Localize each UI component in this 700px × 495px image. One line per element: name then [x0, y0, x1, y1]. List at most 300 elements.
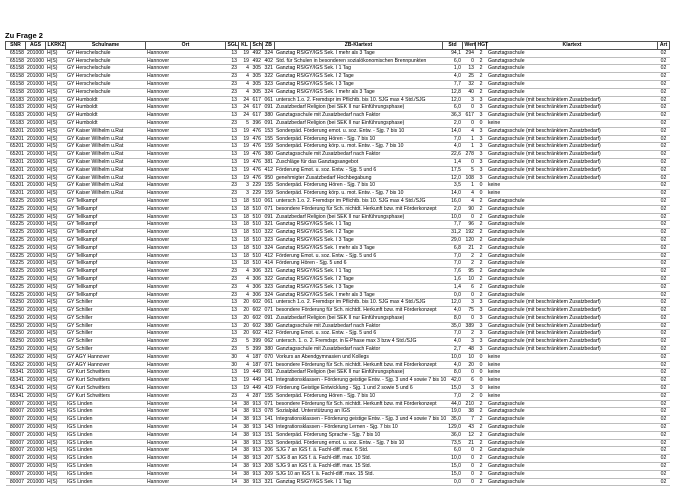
table-cell: 2 [476, 431, 487, 439]
table-cell: H(S) [46, 119, 66, 127]
table-cell: 23 [226, 88, 239, 96]
table-cell: 2 [463, 260, 476, 268]
table-cell: 19 [239, 166, 251, 174]
table-cell: 19 [239, 57, 251, 65]
table-cell: 13 [226, 221, 239, 229]
table-cell: 3 [476, 104, 487, 112]
table-cell: 38 [239, 400, 251, 408]
table-cell: 02 [658, 307, 670, 315]
table-cell: Hannover [146, 229, 226, 237]
table-cell: Ganztagsschule mit Zusatzbedarf nach Faktor [275, 112, 443, 120]
table-cell: keine [487, 392, 658, 400]
table-cell: 14,0 [443, 190, 463, 198]
table-cell: Ganztagsschule [487, 260, 658, 268]
table-cell: 201000 [27, 49, 44, 56]
table-cell: 02 [658, 112, 670, 120]
table-cell: 4 [463, 127, 476, 135]
table-cell: 201000 [27, 174, 44, 181]
table-cell: Hannover [146, 330, 226, 338]
column-header: Ort [146, 42, 226, 50]
table-cell: 091 [264, 369, 273, 376]
table-cell: IGS Linden [66, 424, 146, 432]
table-cell: H(S) [46, 57, 66, 65]
table-cell: 80007 [6, 447, 26, 455]
table-cell: Ganztagsschule (mit beschränktem Zusatzbedarf) [487, 307, 658, 315]
table-cell: 65225 [6, 244, 26, 252]
table-cell: 061 [264, 197, 273, 204]
table-cell: 02 [658, 190, 670, 198]
table-cell: 19 [239, 151, 251, 159]
table-cell: Ganztag RS/GY/IGS Sek. I 2 Tage [275, 73, 443, 81]
table-cell: Ganztagsschule [487, 244, 658, 252]
table-cell: 0 [463, 104, 476, 112]
table-row [6, 424, 670, 432]
table-cell: H(S) [46, 377, 66, 385]
table-row [6, 478, 670, 486]
table-cell: GY Kaiser Wilhelm u.Rat [66, 135, 146, 143]
table-cell: GY Schiller [66, 314, 146, 322]
table-cell: Förderung Emot. u. soz. Entw. - Sjg. 5 und 6 [275, 330, 443, 338]
table-cell: 75 [463, 307, 476, 315]
table-cell: 8,0 [443, 369, 463, 377]
table-cell: 02 [658, 275, 670, 283]
table-cell: 02 [658, 174, 670, 182]
table-cell: 80007 [6, 463, 26, 471]
table-cell: 510 [252, 260, 261, 267]
table-cell: 02 [658, 299, 670, 307]
table-cell: 43 [463, 424, 476, 432]
table-cell: GY Kaiser Wilhelm u.Rat [66, 182, 146, 190]
table-cell: 201000 [27, 268, 44, 275]
table-cell: 2 [476, 424, 487, 432]
column-header: Art [658, 42, 670, 50]
table-cell: Förderung Hören - Sjg. 5 und 6 [275, 260, 443, 268]
table-cell: IGS Linden [66, 447, 146, 455]
table-cell: 476 [252, 151, 261, 158]
table-cell: 02 [658, 213, 670, 221]
table-cell: 80007 [6, 416, 26, 424]
table-cell: 4 [239, 283, 251, 291]
table-cell: keine [487, 369, 658, 377]
table-cell: Sonderpäd. Förderung Hören - Sjg. 7 bis 10 [275, 392, 443, 400]
table-cell: 913 [252, 416, 261, 423]
table-cell: 23 [226, 291, 239, 299]
table-cell: 2 [476, 260, 487, 268]
table-cell: 492 [252, 49, 261, 56]
table-cell: GY Kaiser Wilhelm u.Rat [66, 143, 146, 151]
table-cell: 02 [658, 338, 670, 346]
table-cell: 23 [226, 346, 239, 354]
table-cell: 02 [658, 369, 670, 377]
table-cell: 201000 [27, 361, 44, 368]
table-cell: 02 [658, 57, 670, 65]
table-cell: 18 [239, 213, 251, 221]
table-cell: 02 [658, 80, 670, 88]
table-cell: Ganztagsschule [487, 463, 658, 471]
table-cell: Ganztagsschule [487, 221, 658, 229]
table-cell: Sonderpäd. Förderung körp. u. mot. Entw. - Sjg. 7 bis 10 [275, 190, 443, 198]
table-cell: H(S) [46, 447, 66, 455]
table-cell: 2 [476, 73, 487, 81]
table-cell: IGS Linden [66, 416, 146, 424]
table-cell: GY Herschelschule [66, 73, 146, 81]
table-cell: Ganztag RS/GY/IGS Sek. I 2 Tage [275, 275, 443, 283]
table-cell: 3 [476, 338, 487, 346]
table-cell: 210 [463, 400, 476, 408]
table-cell: 201000 [27, 439, 44, 446]
table-cell: H(S) [46, 112, 66, 120]
table-row [6, 385, 670, 393]
table-cell: Ganztag RS/GY/IGS Sek. I 1 Tag [275, 478, 443, 486]
table-cell: 913 [252, 408, 261, 415]
table-cell: 4 [239, 80, 251, 88]
table-cell: keine [487, 190, 658, 198]
table-cell: 32 [463, 80, 476, 88]
table-cell: GY Tellkampf [66, 260, 146, 268]
table-cell: 02 [658, 260, 670, 268]
table-cell: 399 [252, 346, 261, 353]
table-cell: GY Kaiser Wilhelm u.Rat [66, 127, 146, 135]
table-cell: 201000 [27, 197, 44, 204]
table-cell: 02 [658, 236, 670, 244]
table-cell: 201000 [27, 346, 44, 353]
table-cell: 061 [264, 299, 273, 306]
table-row [6, 400, 670, 408]
table-cell: 80007 [6, 424, 26, 432]
table-cell: 4 [239, 268, 251, 276]
table-cell: 19 [239, 135, 251, 143]
table-cell: H(S) [46, 431, 66, 439]
table-cell: Förderung Emot. u. soz. Entw. - Sjg. 5 und 6 [275, 252, 443, 260]
table-cell: Ganztagsschule (mit beschränktem Zusatzbedarf) [487, 166, 658, 174]
table-cell: 13 [226, 96, 239, 104]
table-cell: IGS Linden [66, 470, 146, 478]
table-cell: GY Tellkampf [66, 244, 146, 252]
table-cell: 913 [252, 439, 261, 446]
table-cell: 3 [239, 190, 251, 198]
table-cell: 3 [476, 174, 487, 182]
table-cell: Hannover [146, 244, 226, 252]
table-cell: 1,4 [443, 158, 463, 166]
table-cell: Hannover [146, 96, 226, 104]
table-cell: 2 [476, 244, 487, 252]
table-cell: 2 [476, 229, 487, 237]
table-cell: 322 [264, 229, 273, 236]
table-cell: 476 [252, 135, 261, 142]
table-cell: 6 [463, 283, 476, 291]
table-cell: Hannover [146, 291, 226, 299]
table-cell: 476 [252, 174, 261, 181]
table-cell: 209 [264, 470, 273, 477]
table-cell: 201000 [27, 96, 44, 103]
column-header: Klartext [487, 42, 658, 50]
table-row [6, 182, 670, 190]
table-cell: Hannover [146, 385, 226, 393]
table-cell: 305 [252, 65, 261, 72]
table-cell: 19 [239, 49, 251, 57]
table-cell: Hannover [146, 73, 226, 81]
table-cell: 13 [226, 135, 239, 143]
table-cell: 1,6 [443, 275, 463, 283]
table-row [6, 260, 670, 268]
table-cell: 7,7 [443, 80, 463, 88]
table-cell: 4,0 [443, 143, 463, 151]
table-cell: 14,0 [443, 127, 463, 135]
table-cell: 02 [658, 182, 670, 190]
table-cell: besondere Förderung für Sch. nichtdt. Herkunft bzw. mit Förderkonzept [275, 361, 443, 369]
table-cell: 2 [476, 88, 487, 96]
table-cell: 65183 [6, 112, 26, 120]
table-cell: 602 [252, 322, 261, 329]
table-cell: Hannover [146, 57, 226, 65]
table-cell: H(S) [46, 478, 66, 486]
table-cell: Hannover [146, 88, 226, 96]
table-cell: 4 [239, 275, 251, 283]
table-cell: 324 [264, 244, 273, 251]
table-cell: 0 [476, 369, 487, 377]
table-cell: H(S) [46, 244, 66, 252]
table-cell: 0 [463, 478, 476, 486]
table-cell: Hannover [146, 49, 226, 57]
table-cell: 3 [476, 96, 487, 104]
table-cell: 510 [252, 205, 261, 212]
table-cell: H(S) [46, 424, 66, 432]
table-cell: 324 [264, 88, 273, 95]
table-cell: 13 [226, 314, 239, 322]
table-cell: 207 [264, 455, 273, 462]
table-cell: 201000 [27, 392, 44, 399]
table-cell: 2 [476, 80, 487, 88]
table-cell: 602 [252, 307, 261, 314]
table-cell: 02 [658, 268, 670, 276]
table-cell: 396 [252, 119, 261, 126]
table-cell: 399 [252, 338, 261, 345]
table-cell: GY Schiller [66, 299, 146, 307]
table-cell: Ganztag RS/GY/IGS Sek. I mehr als 3 Tage [275, 291, 443, 299]
table-cell: SJG 7 an IGS f. ä. Fachl-diff. max. 6 Std. [275, 447, 443, 455]
table-cell: 2 [476, 478, 487, 486]
table-cell: Sozialpäd. Unterstützung an IGS [275, 408, 443, 416]
table-cell: 21 [463, 439, 476, 447]
table-cell: 2 [476, 221, 487, 229]
table-cell: untersch 1.o. 2. Fremdspr im Pflichtb. bis 10. SJG max 4 Std./SJG [275, 96, 443, 104]
table-cell: 13 [226, 307, 239, 315]
table-cell: 510 [252, 236, 261, 243]
table-cell: 913 [252, 455, 261, 462]
table-cell: 510 [252, 221, 261, 228]
table-cell: 65183 [6, 119, 26, 127]
table-cell: 201000 [27, 135, 44, 142]
table-cell: Vorkurs an Abendgymnasien und Kollegs [275, 353, 443, 361]
table-cell: 02 [658, 221, 670, 229]
table-cell: 31,2 [443, 229, 463, 237]
table-cell: GY Schiller [66, 322, 146, 330]
table-cell: 65225 [6, 229, 26, 237]
table-row [6, 416, 670, 424]
table-cell: 201000 [27, 416, 44, 423]
table-cell: Integrationsklassen - Förderung Lernen - Sjg. 7 bis 10 [275, 424, 443, 432]
table-row [6, 377, 670, 385]
table-cell: 4,0 [443, 338, 463, 346]
table-cell: Sonderpäd. Förderung Sprache - Sjg. 7 bis 10 [275, 431, 443, 439]
table-cell: 0 [463, 158, 476, 166]
table-cell: GY Kaiser Wilhelm u.Rat [66, 190, 146, 198]
table-cell: IGS Linden [66, 431, 146, 439]
column-header: KL [239, 42, 251, 50]
table-cell: Hannover [146, 275, 226, 283]
table-cell: 201000 [27, 112, 44, 119]
table-cell: 24 [239, 96, 251, 104]
table-cell: 913 [252, 431, 261, 438]
table-cell: H(S) [46, 221, 66, 229]
table-cell: SJG 8 an IGS f. ä. Fachl-diff. max. 10 Std. [275, 455, 443, 463]
table-cell: 0 [476, 190, 487, 198]
table-cell: 412 [264, 330, 273, 337]
table-cell: 305 [252, 73, 261, 80]
table-cell: 091 [264, 314, 273, 321]
table-cell: 14 [226, 424, 239, 432]
table-cell: 24 [239, 112, 251, 120]
table-cell: H(S) [46, 174, 66, 182]
table-cell: 13 [226, 127, 239, 135]
table-cell: 96 [463, 221, 476, 229]
table-cell: Ganztagsschule [487, 478, 658, 486]
table-cell: 380 [264, 151, 273, 158]
table-row [6, 119, 670, 127]
table-cell: Hannover [146, 400, 226, 408]
table-cell: 65158 [6, 88, 26, 96]
table-cell: 229 [252, 190, 261, 197]
table-cell: 324 [264, 291, 273, 298]
table-cell: Ganztagsschule [487, 65, 658, 73]
table-cell: Hannover [146, 221, 226, 229]
table-row [6, 369, 670, 377]
table-cell: Zuschläge für das Ganztagsangebot [275, 158, 443, 166]
table-cell: 7,0 [443, 330, 463, 338]
table-cell: 13 [226, 174, 239, 182]
table-cell: 070 [264, 353, 273, 360]
table-cell: Ganztagsschule mit Zusatzbedarf nach Faktor [275, 346, 443, 354]
table-cell: 65158 [6, 65, 26, 73]
table-cell: 1 [463, 182, 476, 190]
table-cell: 3 [476, 299, 487, 307]
table-cell: 0 [476, 385, 487, 393]
table-cell: Ganztagsschule (mit beschränktem Zusatzbedarf) [487, 338, 658, 346]
table-cell: 2 [476, 65, 487, 73]
table-cell: 13 [226, 252, 239, 260]
table-cell: 65225 [6, 283, 26, 291]
table-cell: GY Tellkampf [66, 236, 146, 244]
table-cell: Ganztag RS/GY/IGS Sek. I mehr als 3 Tage [275, 49, 443, 57]
table-cell: 23 [226, 190, 239, 198]
table-cell: 4 [463, 190, 476, 198]
table-cell: 94,1 [443, 49, 463, 57]
table-cell: 65341 [6, 392, 26, 400]
table-cell: Hannover [146, 478, 226, 486]
table-cell: 201000 [27, 190, 44, 197]
table-cell: 4 [463, 197, 476, 205]
table-cell: Ganztagsschule [487, 213, 658, 221]
table-cell: 3 [476, 151, 487, 159]
table-cell: 80007 [6, 408, 26, 416]
table-row [6, 330, 670, 338]
table-cell: 65201 [6, 135, 26, 143]
table-cell: Ganztagsschule [487, 447, 658, 455]
table-cell: 4,0 [443, 73, 463, 81]
table-cell: 13 [226, 104, 239, 112]
table-row [6, 213, 670, 221]
table-cell: 2 [476, 439, 487, 447]
table-cell: 80007 [6, 439, 26, 447]
table-cell: 65250 [6, 346, 26, 354]
table-cell: untersch 1.o. 2. Fremdspr im Pflichtb. bis 10. SJG max 4 Std./SJG [275, 197, 443, 205]
table-cell: 322 [264, 275, 273, 282]
table-cell: 7,0 [443, 252, 463, 260]
table-cell: 201000 [27, 470, 44, 477]
table-cell: Ganztag RS/GY/IGS Sek. I 3 Tage [275, 236, 443, 244]
table-cell: 02 [658, 463, 670, 471]
column-header: SNR [6, 42, 26, 50]
table-cell: 19 [239, 143, 251, 151]
table-row [6, 291, 670, 299]
table-row [6, 322, 670, 330]
table-cell: 229 [252, 182, 261, 189]
table-cell: 14 [226, 439, 239, 447]
table-cell: H(S) [46, 190, 66, 198]
table-cell: Ganztagsschule [487, 205, 658, 213]
table-cell: 2 [476, 49, 487, 57]
table-cell: Hannover [146, 322, 226, 330]
table-cell: 2 [463, 252, 476, 260]
table-cell: 65158 [6, 73, 26, 81]
table-cell: 44,0 [443, 400, 463, 408]
table-cell: 510 [252, 213, 261, 220]
table-cell: 13 [226, 49, 239, 57]
table-row [6, 151, 670, 159]
table-cell: 3 [463, 96, 476, 104]
table-cell: 0 [463, 119, 476, 127]
table-cell: H(S) [46, 49, 66, 57]
table-cell: 0,0 [443, 478, 463, 486]
table-header-row [6, 42, 670, 50]
table-cell: 13 [226, 158, 239, 166]
table-cell: 201000 [27, 299, 44, 306]
table-cell: 402 [264, 57, 273, 64]
table-cell: 4 [239, 361, 251, 369]
table-cell: Hannover [146, 455, 226, 463]
table-cell: 287 [252, 392, 261, 399]
table-cell: 0 [463, 213, 476, 221]
table-cell: 7,6 [443, 268, 463, 276]
table-cell: 0 [463, 470, 476, 478]
table-cell: 18 [239, 244, 251, 252]
table-cell: H(S) [46, 252, 66, 260]
table-cell: 02 [658, 104, 670, 112]
table-row [6, 361, 670, 369]
table-cell: 20 [239, 322, 251, 330]
table-row [6, 135, 670, 143]
table-cell: 02 [658, 127, 670, 135]
table-cell: 305 [252, 88, 261, 95]
table-cell: 062 [264, 338, 273, 345]
table-cell: 322 [264, 73, 273, 80]
table-cell: H(S) [46, 455, 66, 463]
table-row [6, 221, 670, 229]
table-cell: Ganztagsschule [487, 73, 658, 81]
column-header: ZB [263, 42, 275, 50]
table-cell: H(S) [46, 400, 66, 408]
table-cell: Hannover [146, 143, 226, 151]
